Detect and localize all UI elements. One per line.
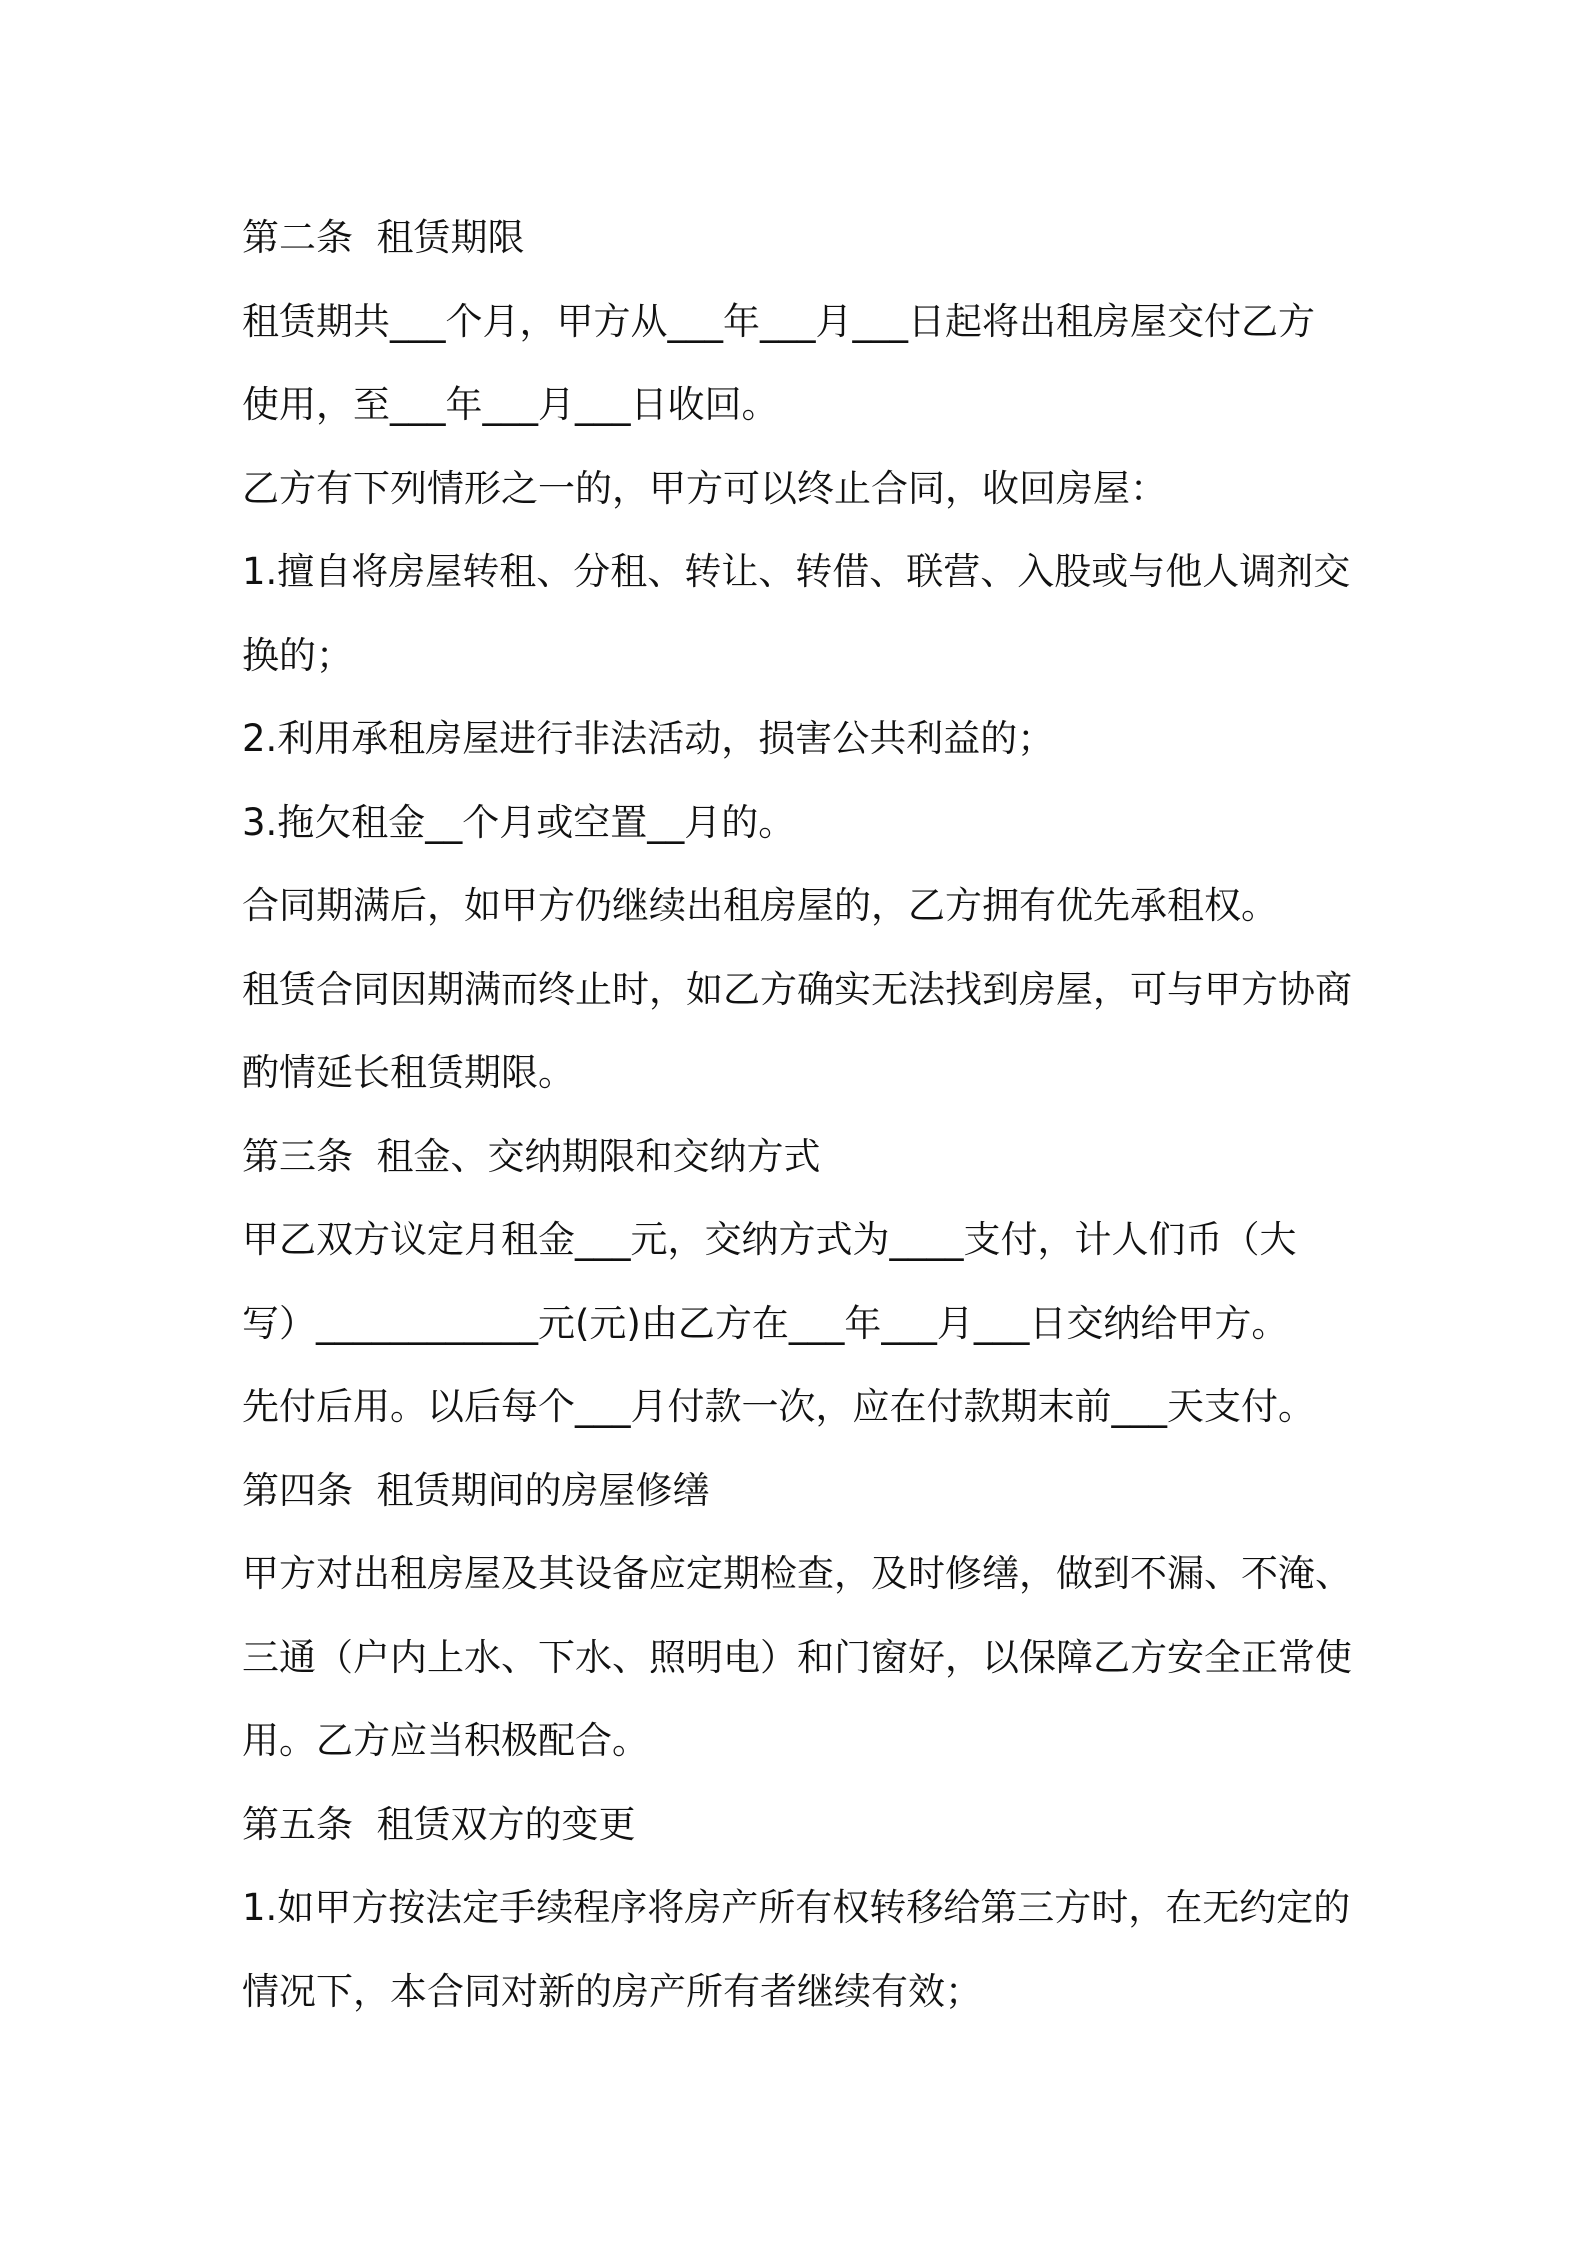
article-5-heading: 第五条 租赁双方的变更 — [242, 1802, 636, 1846]
list-item-1-continued: 换的； — [242, 633, 353, 677]
paragraph-line: 甲方对出租房屋及其设备应定期检查，及时修缮，做到不漏、不淹、 — [242, 1552, 1352, 1595]
paragraph-line: 租赁期共___个月，甲方从___年___月___日起将出租房屋交付乙方 — [242, 299, 1315, 343]
paragraph-line: 合同期满后，如甲方仍继续出租房屋的，乙方拥有优先承租权。 — [242, 884, 1278, 927]
paragraph-line: 甲乙双方议定月租金___元，交纳方式为____支付，计人们币（大 — [242, 1218, 1297, 1261]
list-item-3: 3.拖欠租金__个月或空置__月的。 — [242, 800, 796, 844]
list-item-1-continued: 情况下，本合同对新的房产所有者继续有效； — [242, 1969, 982, 2013]
contract-text — [242, 196, 1362, 2033]
article-4-heading: 第四条 租赁期间的房屋修缮 — [242, 1468, 710, 1512]
article-3-heading: 第三条 租金、交纳期限和交纳方式 — [242, 1134, 821, 1178]
list-item-2: 2.利用承租房屋进行非法活动，损害公共利益的； — [242, 717, 1055, 760]
paragraph-line: 用。乙方应当积极配合。 — [242, 1719, 649, 1762]
paragraph-line: 租赁合同因期满而终止时，如乙方确实无法找到房屋，可与甲方协商 — [242, 967, 1352, 1011]
paragraph-line: 写）____________元(元)由乙方在___年___月___日交纳给甲方。 — [242, 1301, 1289, 1345]
paragraph-line: 先付后用。以后每个___月付款一次，应在付款期末前___天支付。 — [242, 1385, 1315, 1428]
paragraph-line: 三通（户内上水、下水、照明电）和门窗好，以保障乙方安全正常使 — [242, 1635, 1352, 1679]
article-2-heading: 第二条 租赁期限 — [242, 216, 525, 259]
list-item-1: 1.擅自将房屋转租、分租、转让、转借、联营、入股或与他人调剂交 — [242, 550, 1351, 593]
list-item-1: 1.如甲方按法定手续程序将房产所有权转移给第三方时，在无约定的 — [242, 1886, 1351, 1929]
paragraph-line: 乙方有下列情形之一的，甲方可以终止合同，收回房屋： — [242, 466, 1167, 510]
paragraph-line: 使用，至___年___月___日收回。 — [242, 383, 779, 426]
paragraph-line: 酌情延长租赁期限。 — [242, 1051, 575, 1094]
